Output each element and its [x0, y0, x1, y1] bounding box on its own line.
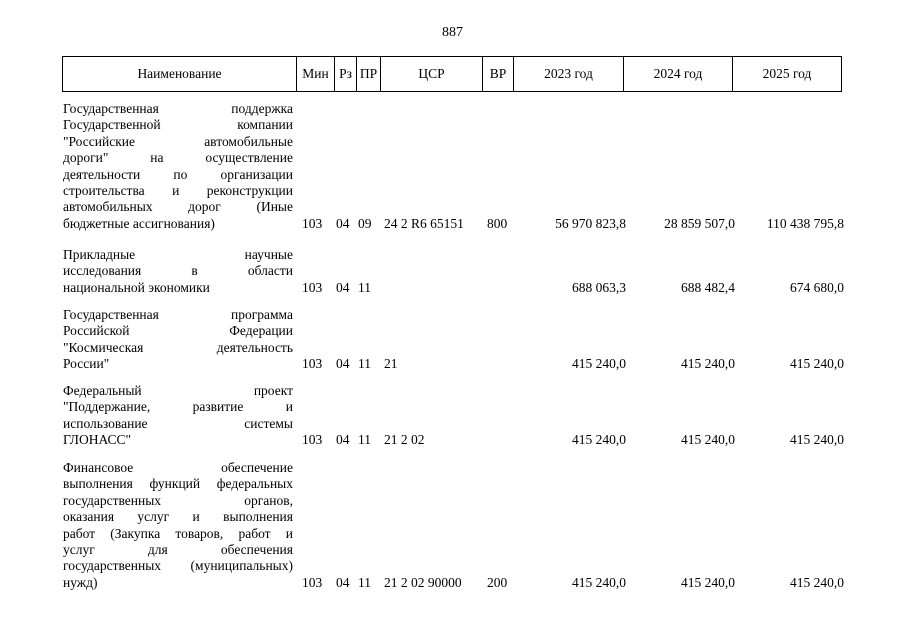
row-name-line: выполнения функций федеральных	[63, 476, 293, 492]
row-name-line: государственных (муниципальных)	[63, 558, 293, 574]
cell-y2023: 415 240,0	[572, 356, 626, 372]
header-rz: Рз	[335, 57, 357, 92]
cell-y2023: 56 970 823,8	[555, 215, 626, 231]
cell-pr: 11	[358, 356, 371, 372]
row-name	[63, 101, 293, 232]
header-2023: 2023 год	[514, 57, 624, 92]
cell-min: 103	[302, 215, 323, 231]
cell-csr: 21 2 02	[384, 432, 425, 448]
row-name	[63, 383, 293, 449]
header-2024: 2024 год	[624, 57, 733, 92]
cell-rz: 04	[336, 215, 350, 231]
row-name-line: использование системы	[63, 415, 293, 431]
cell-y2024: 415 240,0	[681, 574, 735, 590]
cell-csr: 21	[384, 356, 398, 372]
cell-y2024: 415 240,0	[681, 356, 735, 372]
row-name-line: Федеральный проект	[63, 383, 293, 398]
row-name-line: ГЛОНАСС"	[63, 432, 132, 448]
cell-csr: 24 2 R6 65151	[384, 215, 464, 231]
row-name-line: "Поддержание, развитие и	[63, 399, 293, 415]
row-name-line: автомобильных дорог (Иные	[63, 199, 293, 215]
cell-y2024: 415 240,0	[681, 432, 735, 448]
row-name-line: нужд)	[63, 574, 98, 590]
row-name	[63, 307, 293, 373]
cell-min: 103	[302, 432, 323, 448]
row-name-line: "Космическая деятельность	[63, 339, 293, 355]
cell-y2025: 415 240,0	[790, 356, 844, 372]
header-min: Мин	[297, 57, 335, 92]
cell-rz: 04	[336, 432, 350, 448]
cell-pr: 11	[358, 279, 371, 295]
table-header	[62, 56, 842, 92]
cell-y2023: 415 240,0	[572, 574, 626, 590]
row-name-line: работ (Закупка товаров, работ и	[63, 525, 293, 541]
row-name-line: деятельности по организации	[63, 166, 293, 182]
cell-rz: 04	[336, 356, 350, 372]
row-name-line: государственных органов,	[63, 492, 293, 508]
header-vr: ВР	[483, 57, 514, 92]
row-name-line: Государственная программа	[63, 307, 293, 322]
cell-y2025: 415 240,0	[790, 574, 844, 590]
page-number: 887	[442, 25, 463, 40]
header-pr: ПР	[357, 57, 381, 92]
row-name-line: оказания услуг и выполнения	[63, 509, 293, 525]
row-name-line: Прикладные научные	[63, 247, 293, 262]
cell-y2024: 688 482,4	[681, 279, 735, 295]
cell-rz: 04	[336, 279, 350, 295]
cell-pr: 09	[358, 215, 372, 231]
row-name-line: Государственной компании	[63, 117, 293, 133]
header-name: Наименование	[63, 57, 297, 92]
row-name-line: услуг для обеспечения	[63, 542, 293, 558]
row-name	[63, 247, 293, 296]
row-name-line: "Российские автомобильные	[63, 133, 293, 149]
cell-y2025: 110 438 795,8	[766, 215, 844, 231]
cell-rz: 04	[336, 574, 350, 590]
header-2025: 2025 год	[733, 57, 842, 92]
cell-pr: 11	[358, 432, 371, 448]
row-name-line: бюджетные ассигнования)	[63, 215, 215, 231]
cell-min: 103	[302, 574, 323, 590]
cell-csr: 21 2 02 90000	[384, 574, 462, 590]
row-name-line: Финансовое обеспечение	[63, 460, 293, 475]
cell-y2024: 28 859 507,0	[664, 215, 735, 231]
cell-y2025: 674 680,0	[790, 279, 844, 295]
row-name-line: исследования в области	[63, 263, 293, 279]
row-name-line: Российской Федерации	[63, 323, 293, 339]
row-name-line: национальной экономики	[63, 279, 210, 295]
row-name	[63, 460, 293, 591]
cell-y2023: 415 240,0	[572, 432, 626, 448]
row-name-line: Государственная поддержка	[63, 101, 293, 116]
cell-min: 103	[302, 356, 323, 372]
cell-vr: 800	[487, 215, 508, 231]
header-csr: ЦСР	[381, 57, 483, 92]
row-name-line: дороги" на осуществление	[63, 150, 293, 166]
cell-vr: 200	[487, 574, 508, 590]
row-name-line: России"	[63, 356, 110, 372]
cell-y2023: 688 063,3	[572, 279, 626, 295]
cell-pr: 11	[358, 574, 371, 590]
row-name-line: строительства и реконструкции	[63, 183, 293, 199]
cell-min: 103	[302, 279, 323, 295]
cell-y2025: 415 240,0	[790, 432, 844, 448]
